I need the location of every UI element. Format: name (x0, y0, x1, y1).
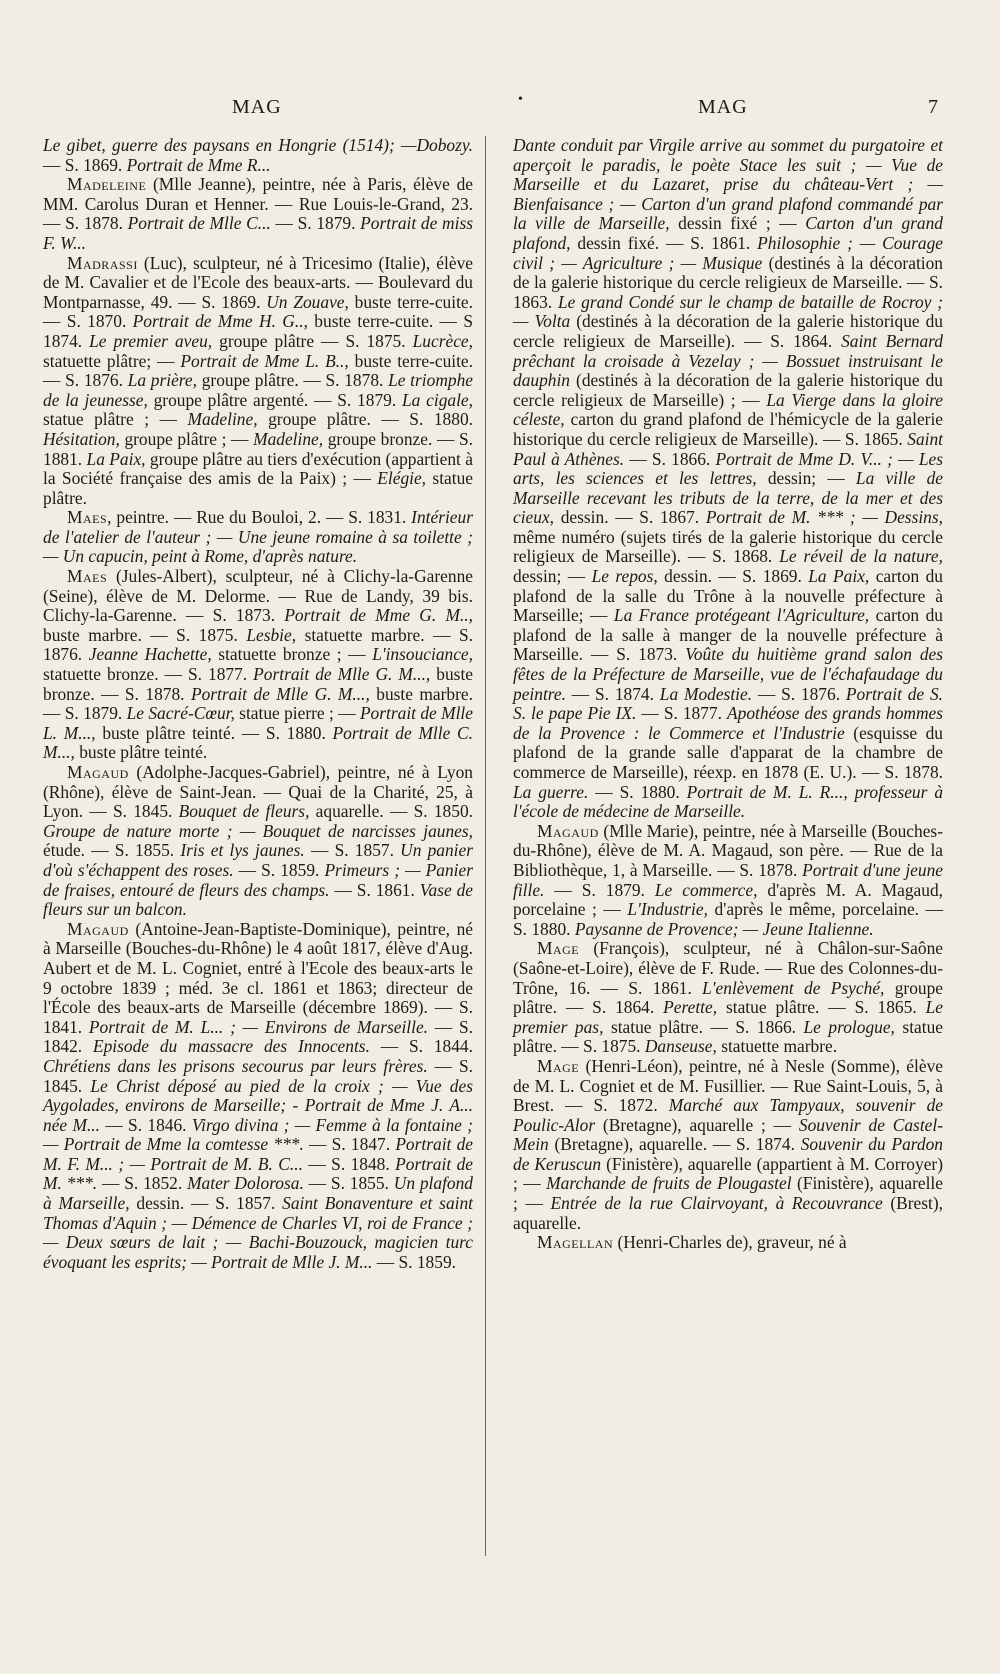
work-title: Marchande de fruits de Plougastel (546, 1173, 792, 1194)
work-title: L'Industrie, (627, 899, 708, 920)
entry-text: groupe plâtre. — S. 1880. (257, 409, 473, 430)
work-title: Portrait de Mlle G. M..., (253, 664, 431, 685)
work-title: Un panier d'où s'échappent des roses. (43, 840, 474, 880)
work-title: Portrait de Mme L. B.. (180, 350, 345, 371)
entry-text: — S. 1852. (97, 1173, 188, 1194)
dictionary-entry (43, 508, 473, 567)
entry-text: statue plâtre. — S. 1866. (603, 1016, 804, 1037)
entry-text: — S. 1879. (544, 879, 655, 900)
entry-text: (destinés à la décoration de la galerie historique du cercle religieux de Marseille) ; — (513, 370, 943, 410)
work-title: Portrait de Mme D. V... ; — Les arts, les sciences et les lettres, (513, 448, 943, 489)
entry-text: , peintre. — Rue du Bouloi, 2. — S. 1831. (107, 507, 412, 528)
entry-text: — S. 1847. (303, 1134, 396, 1155)
work-title: Lucrèce, (412, 330, 473, 351)
work-title: Virgo divina ; — Femme à la fontaine ; — Portrait de Mme la comtesse ***. (43, 1114, 474, 1155)
entry-text: statue plâtre. — S. 1865. (717, 997, 926, 1018)
work-title: Portrait de Mlle G. M..., (190, 683, 370, 704)
entry-text: (Finistère), aquarelle ; — (513, 1173, 943, 1214)
entry-text: — S. 1869. (43, 154, 127, 175)
entry-text: , buste terre-cuite. — S. 1876. (43, 350, 474, 391)
work-title: La Paix, (808, 566, 870, 587)
dictionary-entry (513, 1057, 943, 1233)
entry-text: — S. 1866. (624, 448, 716, 469)
work-title: Portrait de miss F. W... (43, 213, 473, 253)
entry-text: — S. 1876. (752, 683, 846, 704)
dictionary-entry (43, 254, 473, 509)
entry-text: statuette marbre. — S. 1876. (43, 624, 473, 665)
entry-text: statue pierre ; — (234, 703, 360, 724)
work-title: Groupe de nature morte ; — Bouquet de narcisses jaunes, (43, 820, 473, 841)
running-head-right: MAG (698, 96, 748, 118)
entry-text: — S. 1848. (302, 1153, 396, 1174)
entry-text: carton du plafond de la salle à manger de la nouvelle préfecture à Marseille. — S. 1873. (513, 605, 943, 665)
work-title: Saint Bonaventure et saint Thomas d'Aquin ; — Démence de Charles VI, roi de France ; — Deux sœurs de lait ; — Bachi-Bouzouck, magicien turc évoquant les esprits; — Portrait de Mlle J. M... (43, 1193, 474, 1272)
entry-text: statuette bronze. — S. 1877. (43, 664, 254, 685)
work-title: Intérieur de l'atelier de l'auteur ; — Une jeune romaine à sa toilette ; — Un capucin, peint à Rome, d'après nature. (43, 507, 473, 567)
work-title: Portrait de M. ***. (43, 1153, 473, 1194)
work-title: Voûte du huitième grand salon des fêtes de la Préfecture de Marseille, vue de l'échafaudage du peintre. (513, 644, 943, 704)
work-title: Lesbie, (246, 624, 297, 645)
entry-text: groupe plâtre ; — (119, 428, 254, 449)
entry-text: — S. 1846. (100, 1114, 192, 1135)
column-divider (485, 136, 486, 1556)
entry-text: — S. 1880. (588, 781, 687, 802)
entry-text: (Adolphe-Jacques-Gabriel), peintre, né à Lyon (Rhône), élève de Saint-Jean. — Quai de la Charité, 25, à Lyon. — S. 1845. (43, 762, 473, 822)
work-title: Portrait de M. F. M... ; — Portrait de M. B. C... (43, 1134, 474, 1174)
entry-text: — S. 1861. (329, 879, 420, 900)
entry-name: Magaud (537, 820, 599, 841)
entry-text: statuette bronze ; — (211, 644, 373, 665)
work-title: Souvenir de Castel-Mein (513, 1114, 943, 1155)
entry-text: (Bretagne), aquarelle ; — (595, 1114, 799, 1135)
dictionary-entry (513, 1233, 943, 1253)
entry-name: Maes (67, 507, 108, 528)
entry-text: (Brest), aquarelle. (513, 1193, 943, 1233)
work-title: Perette, (663, 997, 718, 1018)
work-title: Apothéose des grands hommes de la Provence : le Commerce et l'Industrie (513, 703, 943, 743)
entry-text: buste bronze. — S. 1878. (43, 664, 473, 704)
work-title: Le Christ déposé au pied de la croix ; — Vue des Aygolades, environs de Marseille; - Portrait de Mme J. A... née M... (43, 1075, 473, 1135)
work-title: La France protégeant l'Agriculture, (613, 605, 870, 626)
entry-text: — S. 1845. (43, 1055, 473, 1096)
entry-text: statue plâtre ; — (43, 409, 188, 430)
work-title: Bouquet de fleurs, (178, 801, 310, 822)
entry-text: aquarelle. — S. 1850. (309, 801, 473, 822)
entry-text: d'après M. A. Magaud, porcelaine ; — (513, 879, 943, 920)
entry-text: (Henri-Charles de), graveur, né à (613, 1232, 847, 1253)
entry-text: étude. — S. 1855. (43, 840, 181, 861)
entry-text: statue plâtre. (43, 468, 473, 508)
entry-text: (destinés à la décoration de la galerie historique du cercle religieux de Marseille. — S. 1863. (513, 252, 943, 312)
entry-text: statuette marbre. (716, 1036, 838, 1057)
entry-text: — S. 1855. (303, 1173, 394, 1194)
work-title: Le gibet, guerre des paysans en Hongrie (1514); —Dobozy. (43, 135, 473, 155)
work-title: La Vierge dans la gloire céleste, (513, 389, 943, 430)
work-title: Portrait de Mlle L. M..., (43, 703, 473, 743)
work-title: La Modestie. (659, 683, 753, 704)
entry-text: même numéro (sujets tirés de la galerie historique du cercle religieux de Marseille). — S. 1868. (513, 526, 943, 567)
work-title: Mater Dolorosa. (187, 1173, 304, 1194)
entry-name: Magaud (67, 762, 129, 782)
work-title: Portrait d'une jeune fille. (513, 859, 943, 900)
work-title: Portrait de Mme H. G.. (132, 311, 304, 332)
entry-text: (Mlle Jeanne), peintre, née à Paris, élève de MM. Carolus Duran et Henner. — Rue Louis-le-Grand, 23. — S. 1878. (43, 174, 473, 234)
entry-text: (esquisse du plafond de la grande salle d'apparat de la chambre de commerce de Marseille), réexp. en 1878 (E. U.). — S. 1878. (513, 722, 943, 782)
work-title: Portrait de Mlle C. M..., (43, 722, 473, 763)
entry-text: — S. 1844. (369, 1036, 473, 1057)
entry-text: — S. 1879. (270, 213, 361, 234)
work-title: Le grand Condé sur le champ de bataille de Rocroy ; — Volta (513, 291, 943, 332)
entry-text: (François), sculpteur, né à Châlon-sur-Saône (Saône-et-Loire), élève de F. Rude. — Rue des Colonnes-du-Trône, 16. — S. 1861. (513, 938, 943, 998)
work-title: Danseuse, (644, 1036, 717, 1057)
entry-text: (Jules-Albert), sculpteur, né à Clichy-la-Garenne (Seine), élève de M. Delorme. — Rue de Landy, 39 bis. Clichy-la-Garenne. — S. 1873. (43, 566, 473, 626)
entry-text: , buste terre-cuite. — S 1874. (43, 311, 473, 351)
entry-name: Madrassi (67, 252, 138, 273)
left-column (43, 136, 473, 1272)
entry-text: (Bretagne), aquarelle. — S. 1874. (548, 1134, 801, 1155)
entry-text: (Henri-Léon), peintre, né à Nesle (Somme), élève de M. L. Cogniet et de M. Fusillier. — Rue Saint-Louis, 5, à Brest. — S. 1872. (513, 1055, 943, 1116)
entry-text: carton du grand plafond de l'hémicycle de la galerie historique du cercle religieux de Marseille). — S. 1865. (513, 409, 943, 449)
work-title: Le réveil de la nature, (779, 546, 943, 567)
entry-text: statuette plâtre; — (43, 350, 181, 371)
entry-text: carton du plafond de la salle du Trône à la nouvelle préfecture à Marseille; — (513, 566, 943, 626)
work-title: La Paix, (86, 448, 146, 469)
work-title: Le commerce, (654, 879, 758, 900)
work-title: Paysanne de Provence; — Jeune Italienne. (574, 918, 874, 939)
work-title: Un Zouave, (266, 291, 349, 312)
work-title: Philosophie ; — Courage civil ; — Agriculture ; — Musique (513, 232, 943, 273)
work-title: Dante conduit par Virgile arrive au sommet du purgatoire et aperçoit le paradis, le poète Stace les suit ; — Vue de Marseille et du Lazaret, prise du château-Vert ; — Bienfaisance ; — Carton d'un grand plafond commandé par la ville de Marseille, (513, 135, 943, 234)
work-title: Madeline, (253, 428, 324, 449)
work-title: Le Sacré-Cœur, (126, 703, 235, 724)
dictionary-entry (513, 822, 943, 940)
work-title: Portrait de Mme R... (126, 154, 271, 175)
entry-text: buste terre-cuite. — S. 1870. (43, 291, 473, 332)
work-title: Vase de fleurs sur un balcon. (43, 879, 473, 920)
entry-name: Magaud (67, 918, 129, 939)
work-title: Portrait de M. L... ; — Environs de Marseille. (88, 1016, 429, 1037)
work-title: La ville de Marseille recevant les tributs de la terre, de la mer et des cieux, (513, 468, 943, 528)
entry-text: (Antoine-Jean-Baptiste-Dominique), peintre, né à Marseille (Bouches-du-Rhône) le 4 août 1817, élève d'Aug. Aubert et de M. L. Cogniet, entré à l'Ecole des beaux-arts le 9 octobre 1839 ; méd. 3e cl. 1861 et 1863; directeur de l'École des beaux-arts de Marseille (décembre 1869). — S. 1841. (43, 918, 473, 1037)
entry-text: dessin fixé ; — (669, 213, 806, 234)
entry-text: groupe bronze. — S. 1881. (43, 428, 473, 469)
dictionary-entry (513, 939, 943, 1057)
entry-text: dessin. — S. 1867. (554, 507, 706, 528)
dictionary-entry (43, 920, 473, 1273)
work-title: Entrée de la rue Clairvoyant, à Recouvrance (550, 1193, 883, 1214)
entry-text: — S. 1859. (372, 1251, 456, 1272)
entry-name: Maes (67, 566, 108, 587)
entry-name: Mage (537, 1055, 580, 1076)
work-title: Hésitation, (43, 428, 120, 449)
dictionary-entry (43, 763, 473, 920)
work-title: Portrait de M. *** ; — Dessins, (705, 507, 943, 528)
entry-text: — S. 1859. (233, 859, 325, 880)
running-head-left: MAG (232, 96, 282, 118)
entry-text: (Mlle Marie), peintre, née à Marseille (Bouches-du-Rhône), élève de M. A. Magaud, son père. — Rue de la Bibliothèque, 1, à Marseille. — S. 1878. (513, 820, 943, 880)
work-title: L'enlèvement de Psyché, (702, 977, 885, 998)
entry-text: dessin. — S. 1869. (657, 566, 809, 587)
work-title: La guerre. (513, 781, 589, 802)
work-title: Portrait de S. S. le pape Pie IX. (513, 683, 944, 724)
entry-text: dessin; — (756, 468, 856, 489)
work-title: Portrait de Mme G. M.., (284, 605, 473, 626)
work-title: Saint Bernard prêchant la croisade à Vezelay ; — Bossuet instruisant le dauphin (513, 330, 943, 391)
work-title: La prière, (127, 370, 197, 391)
entry-name: Mage (537, 938, 580, 959)
entry-text: — S. 1857. (304, 840, 401, 861)
work-title: Le triomphe de la jeunesse, (43, 370, 473, 410)
entry-text: buste plâtre teinté. (74, 742, 208, 763)
entry-text: groupe plâtre argenté. — S. 1879. (147, 389, 402, 410)
work-title: Portrait de M. L. R..., professeur à l'école de médecine de Marseille. (513, 781, 944, 822)
work-title: Iris et lys jaunes. (180, 840, 305, 861)
work-title: Elégie, (377, 468, 427, 489)
entry-name: Magellan (537, 1232, 614, 1253)
entry-text: dessin; — (513, 566, 592, 587)
entry-text: — S. 1874. (565, 683, 660, 704)
entry-text: — S. 1842. (43, 1016, 473, 1057)
work-title: La cigale, (401, 389, 473, 410)
dictionary-entry (43, 567, 473, 763)
work-title: Saint Paul à Athènes. (513, 428, 943, 469)
work-title: Portrait de Mlle C... (127, 213, 271, 234)
entry-text: d'après le même, porcelaine. — S. 1880. (513, 899, 943, 939)
entry-text: dessin fixé. — S. 1861. (570, 232, 758, 253)
entry-text: groupe plâtre — S. 1875. (212, 330, 413, 351)
entry-text: groupe plâtre. — S. 1878. (197, 370, 389, 391)
work-title: Le repos, (591, 566, 658, 587)
entry-continuation (43, 136, 473, 175)
entry-name: Madeleine (67, 174, 147, 195)
entry-text: dessin. — S. 1857. (129, 1193, 283, 1214)
dictionary-entry (43, 175, 473, 253)
entry-text: (Luc), sculpteur, né à Tricesimo (Italie), élève de M. Cavalier et de l'Ecole des beaux-arts. — Boulevard du Montparnasse, 49. — S. 1869. (43, 252, 473, 312)
work-title: Un plafond à Marseille, (43, 1173, 474, 1214)
work-title: Le prologue, (803, 1016, 895, 1037)
work-title: Jeanne Hachette, (88, 644, 212, 665)
entry-text: (Finistère), aquarelle (appartient à M. Corroyer) ; — (513, 1153, 944, 1194)
entry-text: (destinés à la décoration de la galerie historique du cercle religieux de Marseille). — S. 1864. (513, 311, 944, 351)
work-title: Le premier aveu, (89, 330, 213, 351)
entry-text: buste marbre. — S. 1879. (43, 683, 473, 724)
entry-text: statue plâtre. — S. 1875. (513, 1016, 943, 1057)
entry-text: buste plâtre teinté. — S. 1880. (95, 722, 333, 743)
work-title: Marché aux Tampyaux, souvenir de Poulic-Alor (513, 1095, 943, 1135)
work-title: Carton d'un grand plafond, (513, 213, 943, 253)
work-title: Episode du massacre des Innocents. (92, 1036, 370, 1057)
entry-text: buste marbre. — S. 1875. (43, 624, 247, 645)
page-number: 7 (928, 96, 939, 118)
entry-continuation (513, 136, 943, 822)
work-title: Primeurs ; — Panier de fraises, entouré de fleurs des champs. (43, 859, 473, 900)
work-title: Souvenir du Pardon de Keruscun (513, 1134, 943, 1174)
work-title: L'insouciance, (372, 644, 473, 665)
work-title: Le premier pas, (513, 997, 943, 1037)
entry-text: — S. 1877. (636, 703, 728, 724)
entry-text: groupe plâtre. — S. 1864. (513, 977, 944, 1018)
entry-text: groupe plâtre au tiers d'exécution (appartient à la Société française des amis de la Paix) ; — (43, 448, 473, 489)
right-column (513, 136, 943, 1253)
work-title: Chrétiens dans les prisons secourus par leurs frères. (43, 1055, 428, 1076)
work-title: Madeline, (187, 409, 258, 430)
center-dot: • (518, 92, 524, 107)
